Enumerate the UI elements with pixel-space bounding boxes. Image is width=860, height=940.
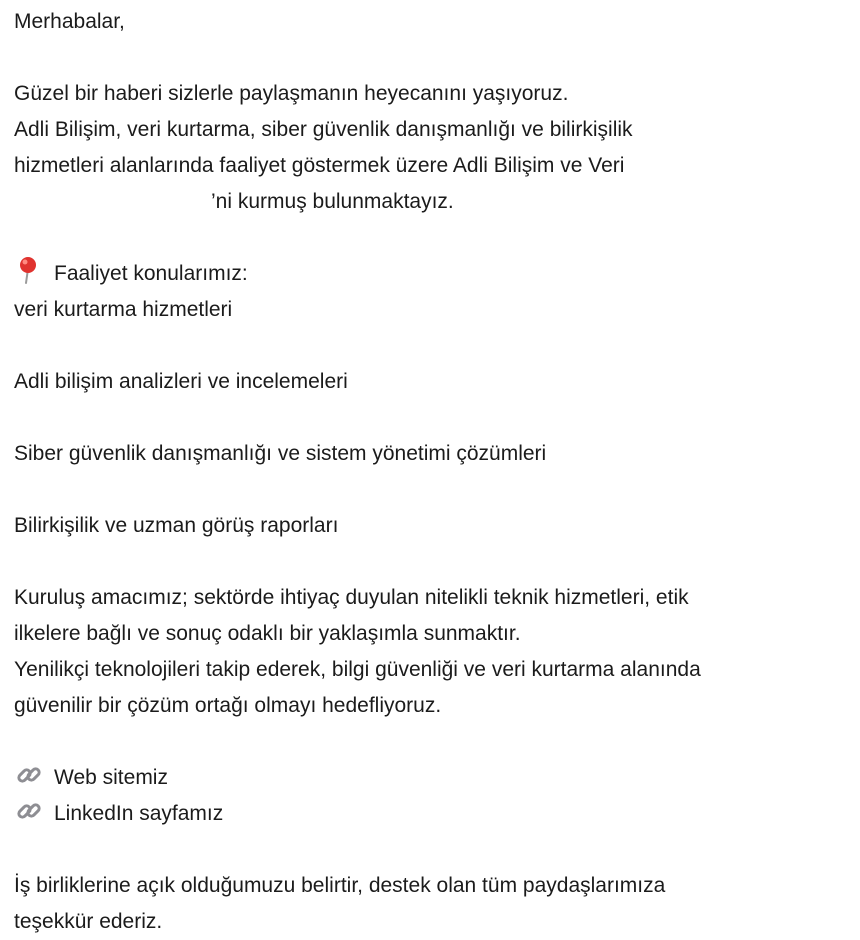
link-icon — [16, 762, 42, 788]
intro-line-4: ’ni kurmuş bulunmaktayız. — [211, 190, 454, 213]
intro-line-3: hizmetleri alanlarında faaliyet göstermek üzere Adli Bilişim ve Veri — [14, 154, 625, 177]
activities-heading: Faaliyet konularımız: — [54, 262, 248, 285]
web-link[interactable]: Web sitemiz — [54, 766, 168, 789]
linkedin-link[interactable]: LinkedIn sayfamız — [54, 802, 224, 825]
purpose-line-1: Kuruluş amacımız; sektörde ihtiyaç duyulan nitelikli teknik hizmetleri, etik — [14, 586, 689, 609]
activity-item-3: Siber güvenlik danışmanlığı ve sistem yönetimi çözümleri — [14, 442, 547, 465]
greeting: Merhabalar, — [14, 10, 125, 33]
intro-line-2: Adli Bilişim, veri kurtarma, siber güvenlik danışmanlığı ve bilirkişilik — [14, 118, 633, 141]
activity-item-1: veri kurtarma hizmetleri — [14, 298, 233, 321]
closing-line-2: teşekkür ederiz. — [14, 910, 163, 933]
purpose-line-4: güvenilir bir çözüm ortağı olmayı hedefliyoruz. — [14, 694, 442, 717]
activity-item-2: Adli bilişim analizleri ve incelemeleri — [14, 370, 348, 393]
round-pushpin-icon — [16, 256, 42, 284]
purpose-line-2: ilkelere bağlı ve sonuç odaklı bir yaklaşımla sunmaktır. — [14, 622, 521, 645]
activity-item-4: Bilirkişilik ve uzman görüş raporları — [14, 514, 339, 537]
activities-heading-row — [14, 256, 248, 292]
intro-line-1: Güzel bir haberi sizlerle paylaşmanın heyecanını yaşıyoruz. — [14, 82, 569, 105]
web-link-row[interactable] — [14, 760, 186, 796]
link-icon — [16, 798, 42, 824]
linkedin-link-row[interactable] — [14, 796, 224, 832]
purpose-line-3: Yenilikçi teknolojileri takip ederek, bilgi güvenliği ve veri kurtarma alanında — [14, 658, 701, 681]
closing-line-1: İş birliklerine açık olduğumuzu belirtir, destek olan tüm paydaşlarımıza — [14, 874, 666, 897]
